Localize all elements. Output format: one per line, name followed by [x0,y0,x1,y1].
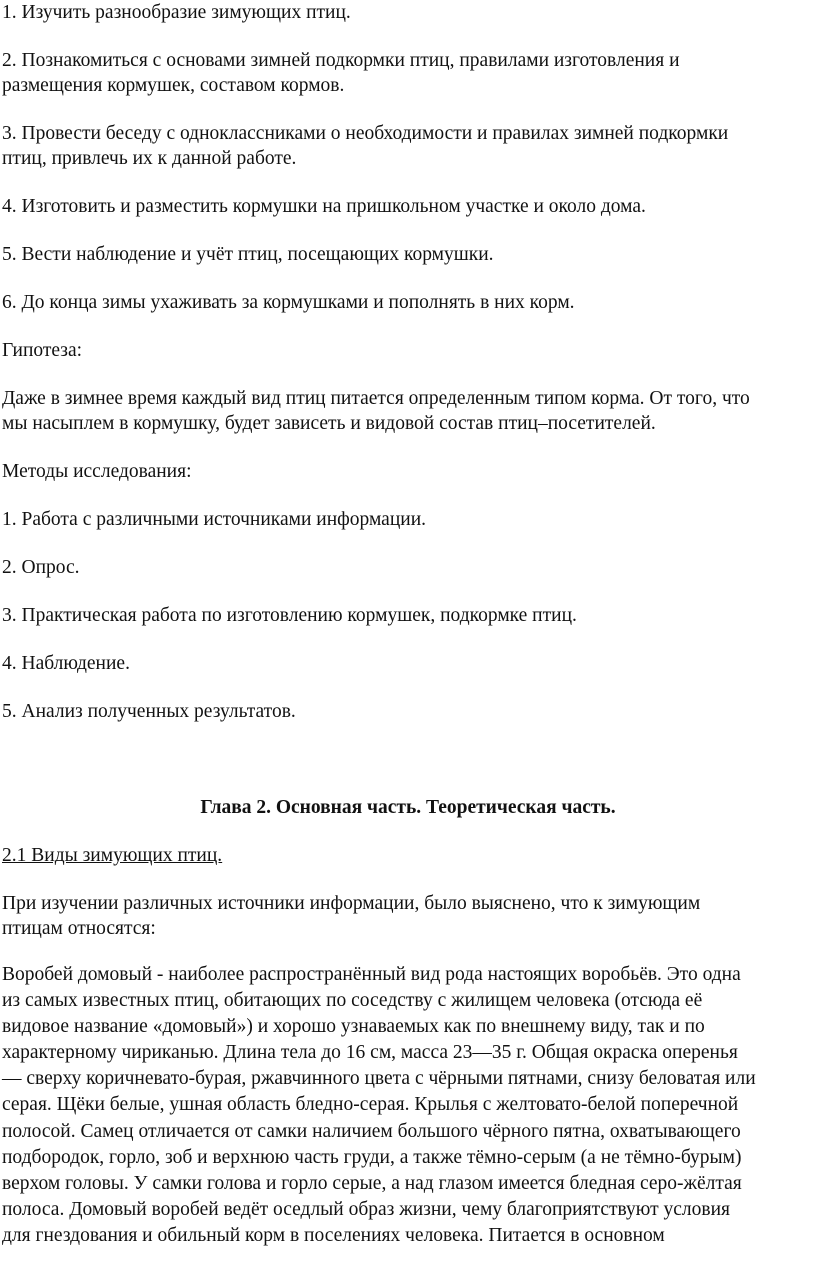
sparrow-paragraph [2,962,814,1249]
sparrow-line-8: подбородок, горло, зоб и верхнюю часть груди, а также тёмно-серым (а не тёмно-бурым) [2,1146,742,1168]
hypothesis-line-2: мы насыплем в кормушку, будет зависеть и видовой состав птиц–посетителей. [2,413,656,434]
intro-line-2: птицам относятся: [2,918,156,939]
sparrow-line-7: полосой. Самец отличается от самки наличием большого чёрного пятна, охватывающего [2,1120,741,1142]
sparrow-line-1: Воробей домовый - наиболее распространённый вид рода настоящих воробьёв. Это одна [2,964,741,985]
method-3: 3. Практическая работа по изготовлению кормушек, подкормке птиц. [2,605,577,626]
task-3-line-2: птиц, привлечь их к данной работе. [2,148,297,169]
chapter-title: Глава 2. Основная часть. Теоретическая часть. [200,797,616,818]
sparrow-line-4: характерному чириканью. Длина тела до 16 см, масса 23—35 г. Общая окраска оперенья [2,1042,738,1064]
task-2-line-1: 2. Познакомиться с основами зимней подкормки птиц, правилами изготовления и [2,50,680,71]
intro-paragraph [2,891,814,941]
sparrow-line-11: для гнездования и обильный корм в поселениях человека. Питается в основном [2,1224,665,1246]
sparrow-line-6: серая. Щёки белые, ушная область бледно-серая. Крылья с желтовато-белой поперечной [2,1094,739,1116]
task-1: 1. Изучить разнообразие зимующих птиц. [2,2,351,23]
intro-line-1: При изучении различных источники информации, было выяснено, что к зимующим [2,893,701,914]
task-4: 4. Изготовить и разместить кормушки на пришкольном участке и около дома. [2,196,646,217]
method-4: 4. Наблюдение. [2,653,130,674]
task-6: 6. До конца зимы ухаживать за кормушками и пополнять в них корм. [2,292,575,313]
sparrow-line-2: из самых известных птиц, обитающих по соседству с жилищем человека (отсюда её [2,990,703,1012]
method-1: 1. Работа с различными источниками информации. [2,509,427,530]
sparrow-line-3: видовое название «домовый») и хорошо узнаваемых как по внешнему виду, так и по [2,1016,705,1038]
sparrow-line-5: — сверху коричневато-бурая, ржавчинного цвета с чёрными пятнами, снизу беловатая или [2,1068,756,1090]
task-3 [2,121,814,171]
hypothesis-line-1: Даже в зимнее время каждый вид птиц питается определенным типом корма. От того, что [2,388,750,409]
task-3-line-1: 3. Провести беседу с одноклассниками о необходимости и правилах зимней подкормки [2,123,729,144]
sparrow-line-9: верхом головы. У самки голова и горло серые, а над глазом имеется бледная серо-жёлтая [2,1172,742,1194]
sparrow-line-10: полоса. Домовый воробей ведёт оседлый образ жизни, чему благоприятствуют условия [2,1198,731,1220]
task-2-line-2: размещения кормушек, составом кормов. [2,75,345,96]
method-5: 5. Анализ полученных результатов. [2,701,296,722]
section-title [2,843,814,868]
methods-label: Методы исследования: [2,461,192,482]
section-title-text: 2.1 Виды зимующих птиц. [2,845,223,866]
task-5: 5. Вести наблюдение и учёт птиц, посещающих кормушки. [2,244,494,265]
hypothesis-text [2,386,814,436]
method-2: 2. Опрос. [2,557,80,578]
task-2 [2,48,814,98]
hypothesis-label: Гипотеза: [2,340,83,361]
